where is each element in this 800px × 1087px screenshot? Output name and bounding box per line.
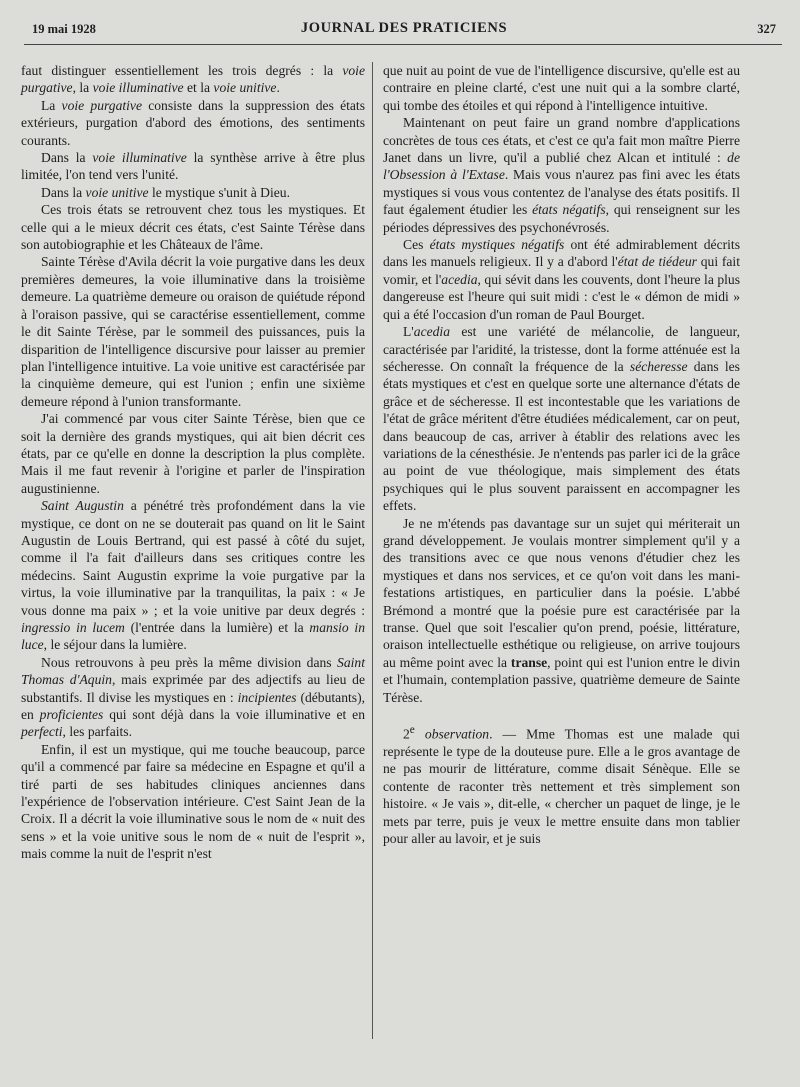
text-run: qui sont déjà dans la voie illuminative et en [103,707,365,723]
left-column [21,62,365,863]
text-run: le mystique s'unit à Dieu. [148,184,290,200]
text-run: Maintenant on peut faire un grand nombre d'applications concrètes de tous ces états, et c'est ce qu'a fait mon maître Pierre Janet dans un livre, qu'il a publié chez Alcan et intitulé : [383,115,740,166]
right-column [383,62,740,847]
text-run: est une variété de mélancolie, de langueur, caractérisée par l'aridité, la tristesse, dont la forme atténuée est la sécheresse. On connaît la fréquence de la [383,324,740,374]
issue-date: 19 mai 1928 [32,22,96,36]
text-run: que nuit au point de vue de l'intelligence discursive, qu'elle est au contraire en pleine clarté, c'est une nuit qui a la sombre clarté, qui tombe des étoiles et qui répond à l'intelligence intuitive. [383,63,740,113]
italic-run: observation [424,726,490,742]
italic-run: voie illuminative [92,150,187,166]
paragraph [21,201,365,253]
text-run: Nous retrouvons à peu près la même division dans [41,654,338,670]
text-run: et la [183,80,214,96]
italic-run: sécheresse [629,358,688,374]
text-run: , la [72,80,93,96]
paragraph [21,97,365,149]
text-run: (l'entrée dans la lumière) et la [124,620,310,635]
paragraph [383,515,740,706]
text-run: (débutants), en [21,689,365,723]
text-run: Sainte Térèse d'Avila décrit la voie purgative dans les deux premières demeures, la voie illuminative dans la troisième demeure. La quatrième demeure ou oraison de quiétude répond à l'oraison passive, qui se caractérise essentiellement, comme le dit Sainte Térèse, par le sommeil des puissances, puis la disparition de l'intelligence discursive pour laisser au premier plan l'intelligence intuitive. La voie unitive est caractérisée par la cinquième demeure, qui est l'union ; enfin une sixième demeure répond à l'union transformante. [21,254,365,409]
bold-run: transe [510,654,548,670]
paragraph [383,62,740,114]
italic-run: états négatifs [532,202,606,218]
italic-run: voie illuminative [92,80,184,96]
paragraph [21,410,365,497]
text-run: Dans la [41,184,86,200]
paragraph [21,253,365,410]
text-run: , mais exprimée par des adjectifs au lieu de substantifs. Il divise les mystiques en : [21,672,365,705]
paragraph [21,62,365,97]
italic-run: acedia [413,324,451,340]
italic-run: Saint Thomas d'Aquin [21,654,365,688]
text-run: Enfin, il est un mystique, qui me touche beaucoup, parce qu'il a commencé par faire sa médecine en Espagne et qu'il a tiré parti de ses habitudes cliniques anciennes dans l'expérience de l'observation intérieure. C'est Saint Jean de la Croix. Il a décrit la voie illuminative sous le nom de « nuit des sens » et la voie unitive sous le nom de « nuit de l'esprit », mais comme la nuit de l'esprit n'est [21,741,365,862]
superscript-run: e [409,724,415,737]
paragraph [21,497,365,654]
text-run: . — Mme Thomas est une malade qui représente le type de la douteuse pure. Elle a le gros avantage de ne pas mourir de littérature, comme disait Sénèque. Elle se contente de raconter très nettement et très simplement son histoire. « Je vais », dit-elle, « chercher un paquet de linge, je le mets par terre, puis je veux le mettre ensuite dans mon tablier pour aller au lavoir, et je suis [383,726,741,846]
paragraph [383,722,740,847]
italic-run: proficientes [39,707,104,723]
italic-run: état de tiédeur [617,254,697,270]
italic-run: Saint Augustin [41,498,124,514]
paragraph [21,149,365,184]
italic-run: acedia [441,271,478,287]
italic-run: de l'Obsession à l'Extase [383,150,740,183]
text-run: , point qui est l'union entre le divin et l'humain, contemplation passive, quatrième demeure de Sainte Térèse. [383,654,740,705]
text-run: consiste dans la suppression des états extérieurs, purgation d'abord des émotions, des sentiments courants. [21,97,365,148]
text-run: la synthèse arrive à être plus limitée, l'on tend vers l'unité. [21,150,365,183]
text-run: Ces trois états se retrouvent chez tous les mystiques. Et celle qui a le mieux décrit ces états, c'est Sainte Térèse dans son autobiographie et les Châteaux de l'âme. [21,202,365,253]
header-rule [24,44,782,45]
text-run: , qui renseignent sur les périodes dépressives des psychonévrosés. [383,202,740,235]
text-run: ont été admirablement décrits dans les manuels religieux. Il y a d'abord l' [383,237,740,270]
italic-run: perfecti [21,724,63,740]
text-run: 2 [403,726,410,742]
italic-run: voie unitive [213,80,277,96]
text-run [415,727,425,742]
text-run: La [41,97,62,113]
paragraph [21,184,365,201]
text-run: . Mais vous n'aurez pas fini avec les états mystiques si vous vous contentez de l'analyse des états positifs. Il faut également étudier les [383,167,740,218]
paragraph [383,323,740,514]
italic-run: voie purgative [21,63,365,96]
page-number: 327 [757,22,776,36]
text-run: Ces [403,237,430,253]
text-run: , qui sévit dans les couvents, dont l'heure la plus dangereuse est l'heure qui suit midi : c'est le « démon de midi » qui a été l'occasion d'un roman de Paul Bourget. [383,271,740,322]
paragraph [21,741,365,863]
paragraph [383,236,740,323]
italic-run: voie unitive [85,184,149,200]
italic-run: incipientes [237,689,297,705]
text-run: faut distinguer essentiellement les trois degrés : la [21,63,343,78]
text-run: a pénétré très profondément dans la vie mystique, ce dont on ne se douterait pas quand on lit le Saint Augustin de Louis Bertrand, qui est passé à côté du sujet, comme il l'a fait d'ailleurs dans ses critiques contre les médecins. Saint Augustin exprime la voie purgative par la virtus, la voie illuminative par la tranquilitas, la paix : « Je vous donne ma paix » ; et la voie unitive par deux degrés : [21,498,365,618]
text-run: . [276,80,280,96]
running-header [32,20,776,42]
journal-title: JOURNAL DES PRATICIENS [300,20,508,36]
italic-run: ingressio in lucem [21,620,125,635]
italic-run: états mystiques négatifs [429,237,565,253]
text-run: , les parfaits. [62,724,132,740]
text-run: L' [403,324,414,340]
text-run: dans les états mystiques et c'est en quelque sorte une alternance d'états de grâce et de sécheresse. Il est incontestable que les variations de l'état de grâce méritent d'être étudiées médicalement, car on peut, dans beaucoup de cas, arriver à établir des relations avec les variations de la cénesthésie. Je n'entends pas parler ici de la grâce au point de vue théologique, mais simplement des états psychiques qui le plus souvent paraissent en accompagner les effets. [383,358,740,514]
column-divider [372,62,373,1039]
text-run: Je ne m'étends pas davantage sur un sujet qui mériterait un grand développement. Je voulais montrer simplement qu'il y a des transitions avec ce que nous venons d'étudier chez les mystiques et dans nos services, et ce qu'on voit dans les manifestations artistiques, en particulier dans la poésie. L'abbé Brémond a montré que la poésie pure est caractérisée par la transe. Quel que soit l'escalier qu'on prend, poésie, littérature, oraison intellectuelle esthétique ou religieuse, on arrive toujours au même point avec la [383,515,740,670]
paragraph [383,114,740,236]
paragraph [21,654,365,741]
italic-run: mansio in luce [21,620,365,653]
text-run: Dans la [41,150,93,166]
text-run: , le séjour dans la lumière. [43,637,187,653]
text-run: qui fait vomir, et l' [383,254,740,287]
text-run: J'ai commencé par vous citer Sainte Térèse, bien que ce soit la dernière des grands mystiques, qui ait bien décrit ces états, par ce qu'elle en donne la description la plus complète. Mais il me faut revenir à l'origine et parler de l'inspiration augustinienne. [21,411,365,496]
italic-run: voie purgative [61,97,142,113]
